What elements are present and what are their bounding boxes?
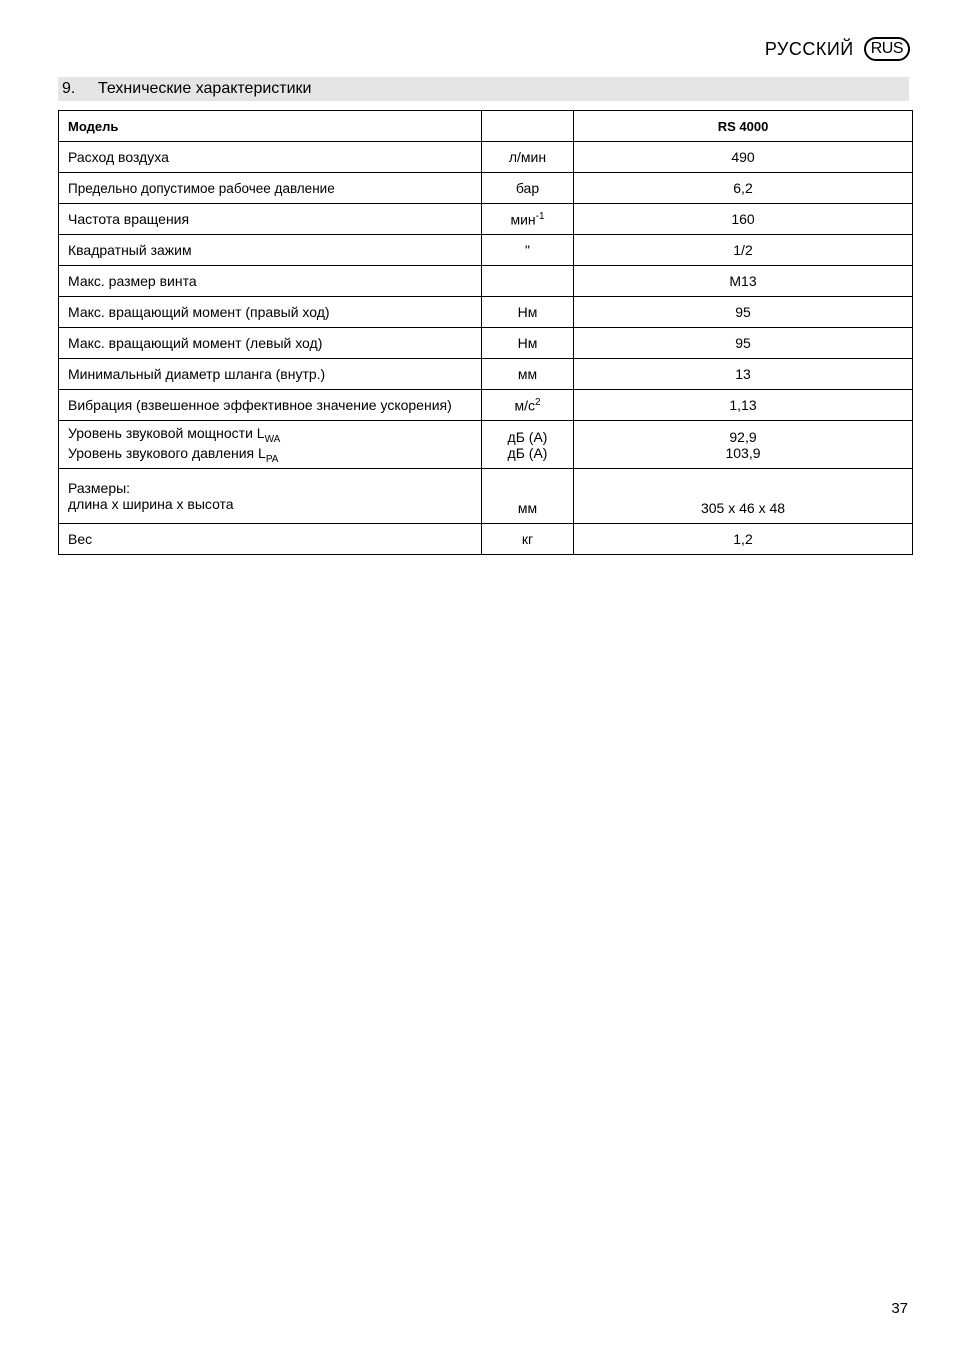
row-unit [482, 421, 574, 469]
row-label: Макс. размер винта [59, 266, 482, 297]
row-value: 1/2 [574, 235, 913, 266]
table-row [59, 266, 913, 297]
row-label: Макс. вращающий момент (правый ход) [59, 297, 482, 328]
language-header [765, 37, 910, 61]
header-model-value: RS 4000 [574, 111, 913, 142]
section-number: 9. [62, 80, 76, 97]
row-value: 6,2 [574, 173, 913, 204]
row-unit [482, 204, 574, 235]
row-label: Частота вращения [59, 204, 482, 235]
table-row [59, 469, 913, 524]
unit-superscript: -1 [535, 210, 545, 222]
section-title: Технические характеристики [98, 80, 312, 97]
row-label: Расход воздуха [59, 142, 482, 173]
row-unit: бар [482, 173, 574, 204]
table-row [59, 235, 913, 266]
row-value: 160 [574, 204, 913, 235]
table-row [59, 297, 913, 328]
table-header-row [59, 111, 913, 142]
row-unit: Нм [482, 297, 574, 328]
row-value: 1,2 [574, 524, 913, 555]
row-unit [482, 390, 574, 421]
language-badge: RUS [864, 37, 910, 61]
row-value [574, 421, 913, 469]
unit-text: м/с [514, 397, 535, 414]
row-label: Макс. вращающий момент (левый ход) [59, 328, 482, 359]
table-row [59, 390, 913, 421]
row-value: 1,13 [574, 390, 913, 421]
row-unit: Нм [482, 328, 574, 359]
table-row [59, 204, 913, 235]
row-label: Минимальный диаметр шланга (внутр.) [59, 359, 482, 390]
table-row [59, 173, 913, 204]
table-row [59, 421, 913, 469]
row-value: 95 [574, 328, 913, 359]
row-value: 95 [574, 297, 913, 328]
row-unit: " [482, 235, 574, 266]
row-value: 305 x 46 x 48 [574, 469, 913, 524]
row-label: Вес [59, 524, 482, 555]
specifications-table [58, 110, 913, 555]
page-number: 37 [891, 1300, 908, 1317]
row-unit: кг [482, 524, 574, 555]
row-unit: мм [482, 359, 574, 390]
row-value: 13 [574, 359, 913, 390]
row-value: 490 [574, 142, 913, 173]
row-label: Предельно допустимое рабочее давление [59, 173, 482, 204]
row-label: Вибрация (взвешенное эффективное значение ускорения) [59, 390, 482, 421]
row-value: M13 [574, 266, 913, 297]
header-unit-cell [482, 111, 574, 142]
table-row [59, 524, 913, 555]
value-line: 103,9 [725, 444, 761, 461]
sound-pressure-label: Уровень звукового давления $L_{PA}$ [68, 444, 279, 465]
table-row [59, 359, 913, 390]
row-label: Квадратный зажим [59, 235, 482, 266]
row-label [59, 469, 482, 524]
value-line: 92,9 [729, 428, 757, 445]
language-label: РУССКИЙ [764, 38, 854, 59]
sound-power-label: Уровень звуковой мощности $L_{WA}$ [68, 424, 281, 445]
row-unit: мм [482, 469, 574, 524]
unit-line: дБ (A) [507, 444, 548, 461]
section-heading [58, 77, 909, 101]
dimensions-label: Размеры: [68, 480, 131, 496]
unit-line: дБ (A) [507, 428, 548, 445]
table-row [59, 328, 913, 359]
header-model-label: Модель [59, 111, 482, 142]
unit-text: мин [510, 211, 536, 228]
unit-superscript: 2 [534, 396, 541, 408]
dimensions-sublabel: длина x ширина x высота [68, 496, 234, 512]
row-unit [482, 266, 574, 297]
table-row [59, 142, 913, 173]
row-unit: л/мин [482, 142, 574, 173]
row-label [59, 421, 482, 469]
